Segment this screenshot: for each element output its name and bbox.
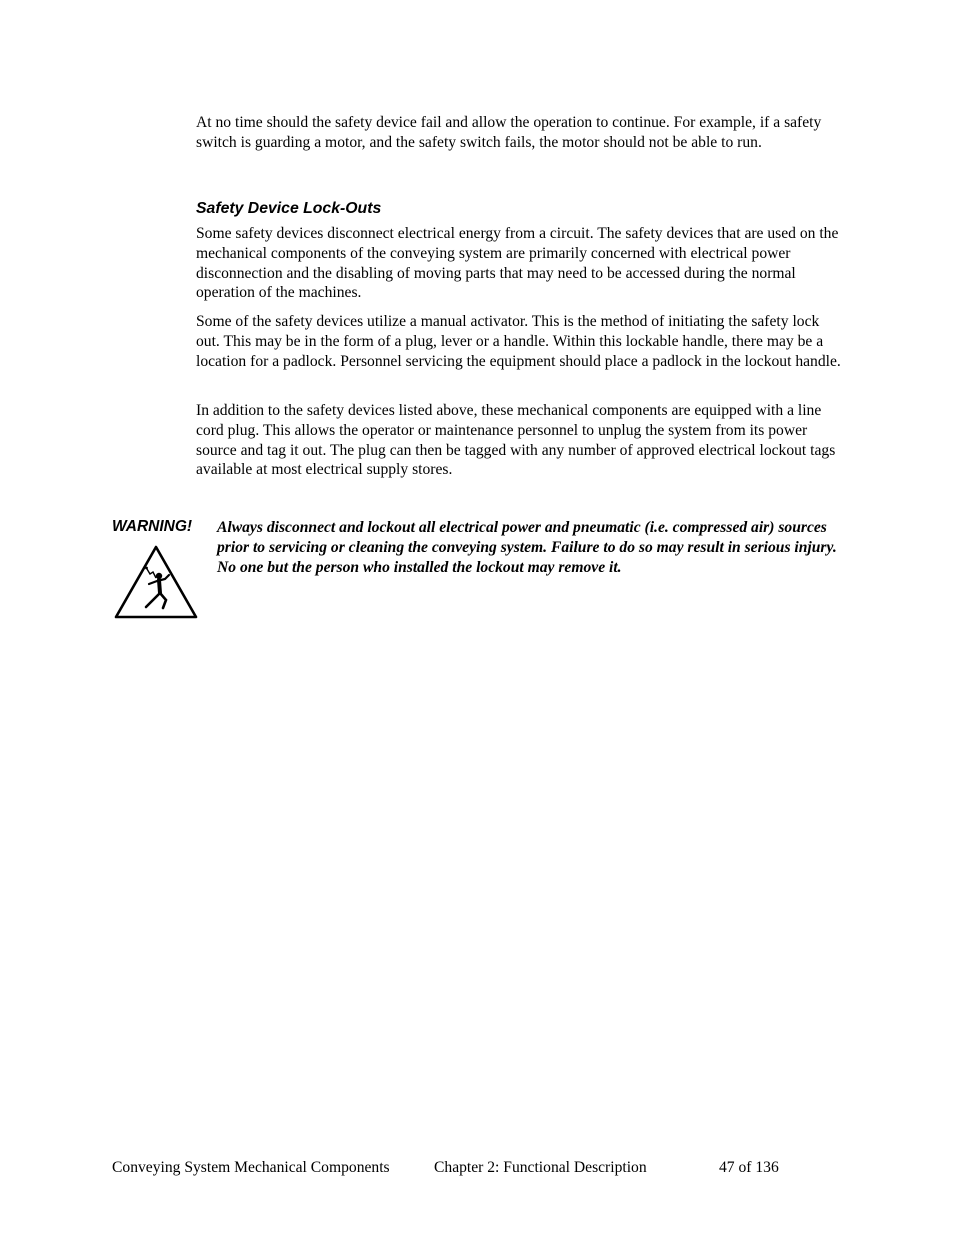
warning-label: WARNING! xyxy=(112,518,193,535)
lockout-paragraph-1: Some safety devices disconnect electrical energy from a circuit. The safety devices that are used on the mechanical components of the conveying system are primarily concerned with electrical power disconnection and the disabling of moving parts that may need to be accessed during the normal operation of the machines. xyxy=(196,225,839,302)
footer-chapter: Chapter 2: Functional Description xyxy=(434,1159,647,1176)
lockout-paragraph-3: In addition to the safety devices listed above, these mechanical components are equipped with a line cord plug. This allows the operator or maintenance personnel to unplug the system from its power source and tag it out. The plug can then be tagged with any number of approved electrical lockout tags available at most electrical supply stores. xyxy=(196,402,836,479)
section-heading: Safety Device Lock-Outs xyxy=(196,200,382,217)
electric-shock-hazard-icon xyxy=(113,543,199,621)
warning-text: Always disconnect and lockout all electrical power and pneumatic (i.e. compressed air) sources prior to servicing or cleaning the conveying system. Failure to do so may result in serious injury. No one but the person who installed the lockout may remove it. xyxy=(217,519,837,576)
footer-document-title: Conveying System Mechanical Components xyxy=(112,1159,390,1176)
footer-page-number: 47 of 136 xyxy=(719,1159,779,1176)
lockout-paragraph-2: Some of the safety devices utilize a manual activator. This is the method of initiating the safety lock out. This may be in the form of a plug, lever or a handle. Within this lockable handle, there may be a location for a padlock. Personnel servicing the equipment should place a padlock in the lockout handle. xyxy=(196,313,841,370)
intro-paragraph: At no time should the safety device fail and allow the operation to continue. For example, if a safety switch is guarding a motor, and the safety switch fails, the motor should not be able to run. xyxy=(196,114,822,151)
